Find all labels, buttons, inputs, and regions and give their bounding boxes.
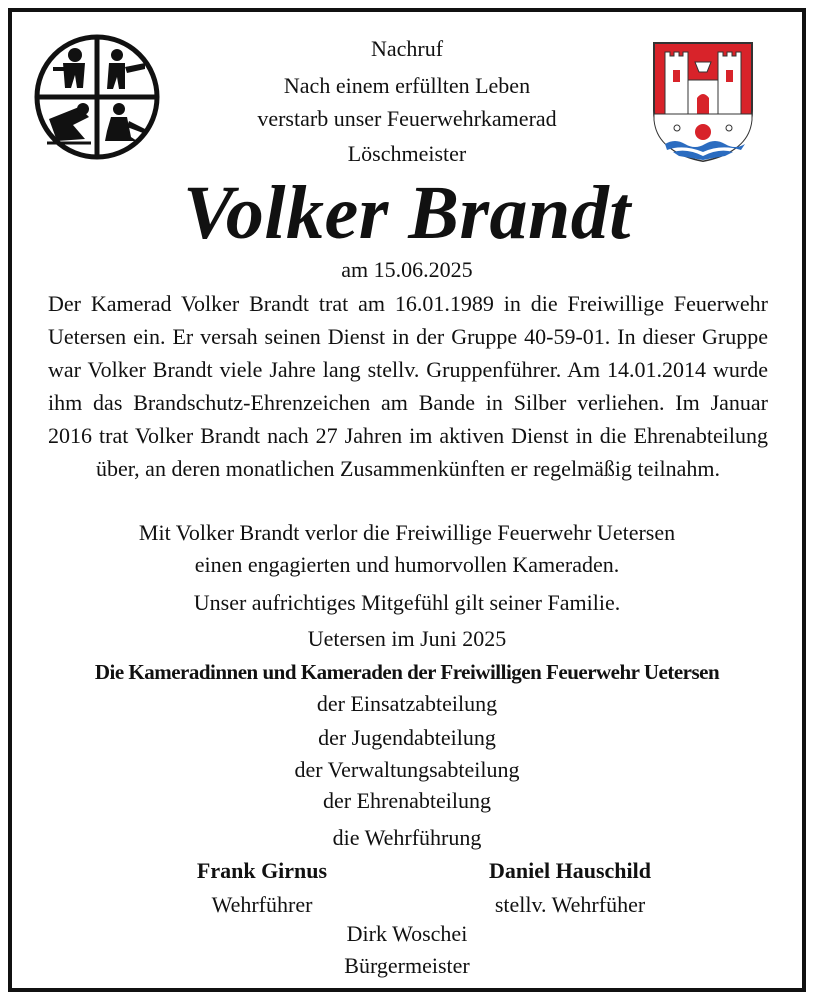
closing-line: Mit Volker Brandt verlor die Freiwillige Feuerwehr Uetersen <box>138 520 676 545</box>
death-date: am 15.06.2025 <box>341 257 473 282</box>
signatory-right <box>430 854 710 922</box>
signatory-name: Frank Girnus <box>196 858 328 883</box>
place-date: Uetersen im Juni 2025 <box>307 626 507 651</box>
department-line: der Einsatzabteilung <box>316 691 498 716</box>
body-paragraph: Der Kamerad Volker Brandt trat am 16.01.1989 in die Freiwillige Feuerwehr Uetersen ein. Er versah seinen Dienst in der Gruppe 40-59-01. In dieser Gruppe war Volker Brandt viele Jahre lang stellv. Gruppenführer. Am 14.01.2014 wurde ihm das Brandschutz-Ehrenzeichen am Bande in Silber verliehen. Im Januar 2016 trat Volker Brandt nach 27 Jahren im aktiven Dienst in die Ehrenabteilung über, an deren monatlichen Zusammenkünften er regelmäßig teilnahm. <box>48 291 768 481</box>
deceased-name: Volker Brandt <box>183 171 631 255</box>
notice-heading: Nachruf <box>370 36 444 61</box>
closing-line: Unser aufrichtiges Mitgefühl gilt seiner Familie. <box>193 590 621 615</box>
department-line: der Jugendabteilung <box>318 725 496 750</box>
leadership-label: die Wehrführung <box>332 825 482 850</box>
signatory-name: Daniel Hauschild <box>489 858 651 883</box>
intro-line: Löschmeister <box>347 141 467 166</box>
intro-line: Nach einem erfüllten Leben <box>283 73 531 98</box>
organization: Die Kameradinnen und Kameraden der Freiwilligen Feuerwehr Uetersen <box>94 660 720 684</box>
department-line: der Verwaltungsabteilung <box>294 757 520 782</box>
mayor-role: Bürgermeister <box>344 953 470 978</box>
intro-line: verstarb unser Feuerwehrkamerad <box>257 106 557 131</box>
signatory-role: Wehrführer <box>211 892 313 917</box>
notice-body <box>48 287 768 485</box>
signatory-left <box>122 854 402 922</box>
signatory-role: stellv. Wehrfüher <box>494 892 646 917</box>
mayor-name: Dirk Woschei <box>346 921 468 946</box>
department-line: der Ehrenabteilung <box>323 788 491 813</box>
closing-line: einen engagierten und humorvollen Kameraden. <box>194 552 620 577</box>
